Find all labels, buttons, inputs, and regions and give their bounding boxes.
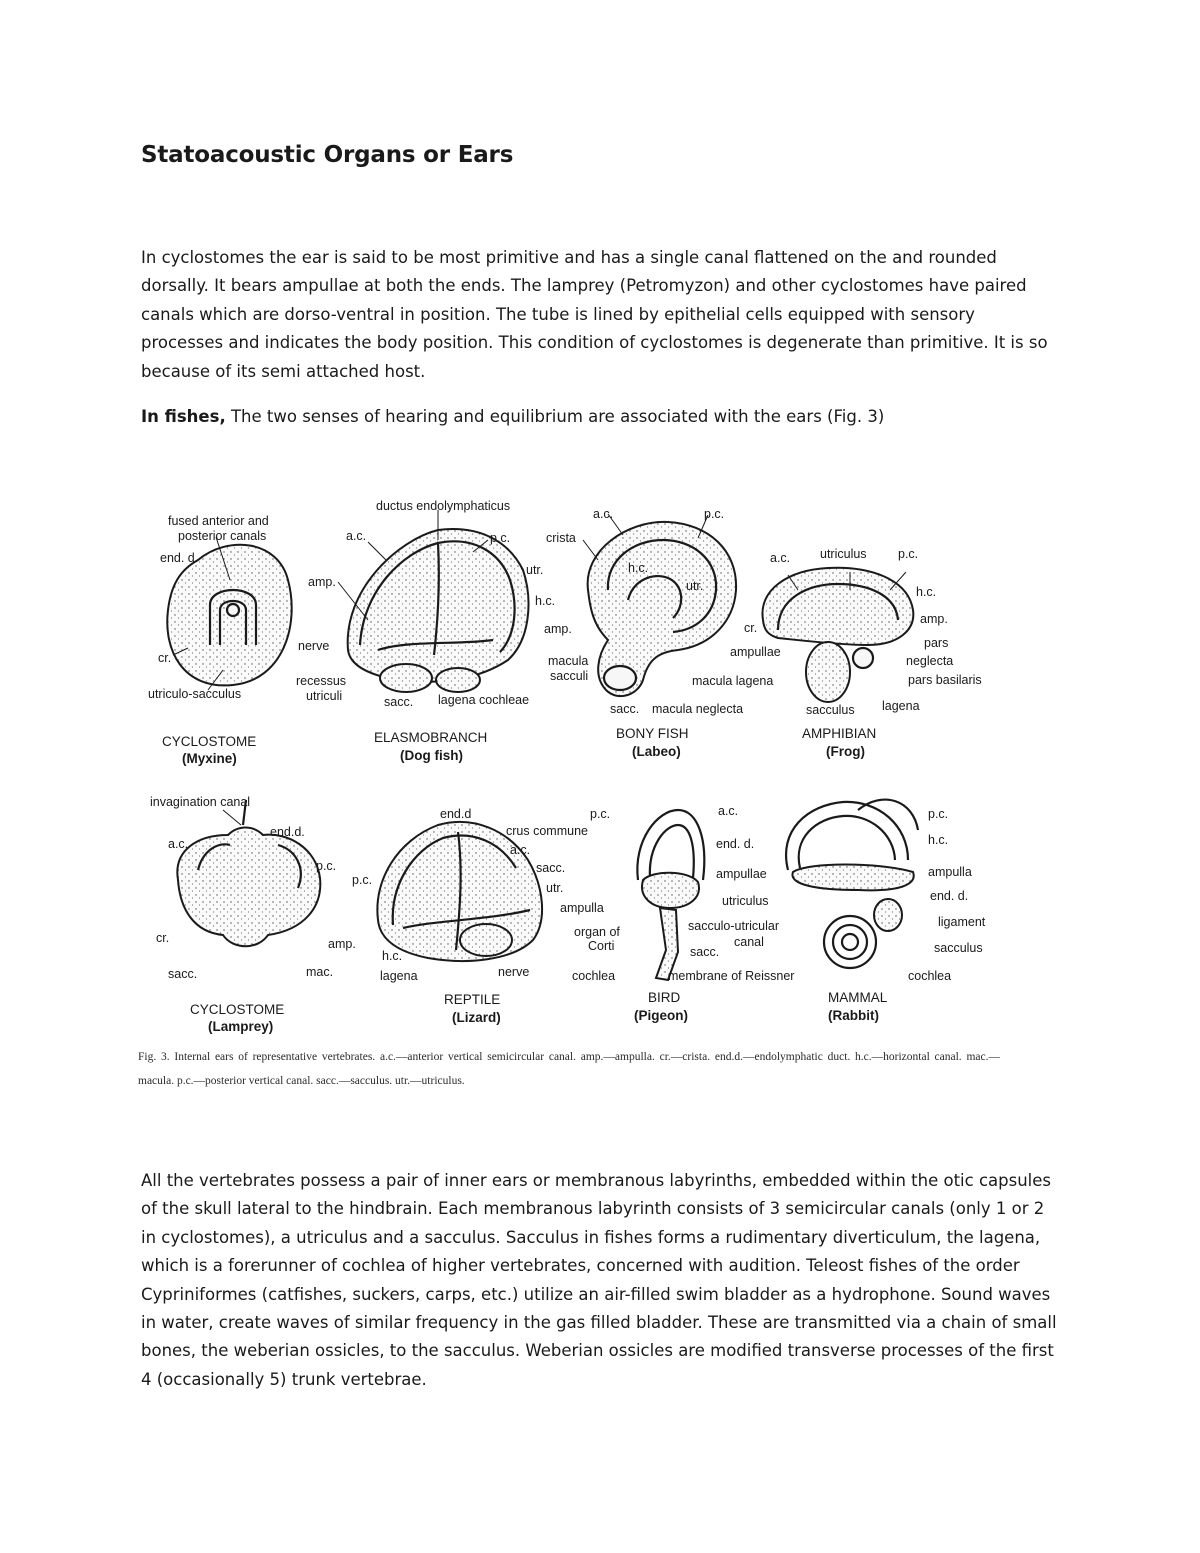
panel-cyclostome-myxine [148,514,292,766]
figure-label: h.c. [628,561,649,575]
figure-label: utriculi [306,689,343,703]
paragraph-cyclostomes: In cyclostomes the ear is said to be most primitive and has a single canal flattened on the and rounded dorsally. It bears ampullae at both the ends. The lamprey (Petromyzon) and other cyclostomes have paired canals which are dorso-ventral in position. The tube is lined by epithelial cells equipped with sensory processes and indicates the body position. This condition of cyclostomes is degenerate than primitive. It is so because of its semi attached host. [141,248,1048,381]
figure-label: cochlea [908,969,952,983]
figure-label: Corti [588,939,615,953]
panel-6-sub: (Lizard) [452,1010,501,1025]
figure-label: a.c. [718,804,739,818]
figure-label: crus commune [506,824,588,838]
panel-7-name: BIRD [648,990,681,1005]
figure-label: a.c. [593,507,614,521]
figure-label: crista [546,531,576,545]
figure-label: amp. [544,622,572,636]
panel-2-name: ELASMOBRANCH [374,730,488,745]
panel-6-name: REPTILE [444,992,501,1007]
figure-label: lagena [380,969,418,983]
figure-illustration [138,480,1018,1040]
figure-label: amp. [328,937,356,951]
figure-label: macula lagena [692,674,774,688]
paragraph-fishes [141,403,1061,431]
figure-caption: Fig. 3. Internal ears of representative vertebrates. a.c.—anterior vertical semicircular canal. amp.—ampulla. cr.—crista. end.d.—endolymphatic duct. h.c.—horizontal canal. mac.—macula. p.c.—posterior vertical canal. sacc.—sacculus. utr.—utriculus. [138,1051,1000,1087]
figure-label: sacc. [610,702,640,716]
paragraph-vertebrates: All the vertebrates possess a pair of inner ears or membranous labyrinths, embedded within the otic capsules of the skull lateral to the hindbrain. Each membranous labyrinth consists of 3 semicircular canals (only 1 or 2 in cyclostomes), a utriculus and a sacculus. Sacculus in fishes forms a rudimentary diverticulum, the lagena, which is a forerunner of cochlea of higher vertebrates, concerned with audition. Teleost fishes of the order Cypriniformes (catfishes, suckers, carps, etc.) utilize an air-filled swim bladder as a hydrophone. Sound waves in water, create waves of similar frequency in the gas filled bladder. These are transmitted via a chain of small bones, the weberian ossicles, to the sacculus. Weberian ossicles are modified transverse processes of the first 4 (occasionally 5) trunk vertebrae. [141,1171,1057,1389]
panel-3-sub: (Labeo) [632,744,681,759]
figure-label: ampulla [928,865,972,879]
figure-label: sacculi [550,669,589,683]
panel-elasmobranch [296,499,572,763]
figure-label: posterior canals [178,529,267,543]
panel-reptile [352,807,604,1025]
figure-label: invagination canal [150,795,251,809]
figure-label: end. d. [716,837,755,851]
figure-label: amp. [308,575,336,589]
figure-label: nerve [298,639,330,653]
panel-4-name: AMPHIBIAN [802,726,877,741]
figure-label: utr. [546,881,564,895]
figure-label: sacc. [168,967,198,981]
figure-label: p.c. [928,807,949,821]
figure-label: pars [924,636,949,650]
figure-label: a.c. [510,843,531,857]
figure-label: membrane of Reissner [668,969,795,983]
figure-label: end.d. [270,825,305,839]
figure-label: utriculus [722,894,769,908]
figure-label: a.c. [346,529,367,543]
figure-label: recessus [296,674,347,688]
panel-2-sub: (Dog fish) [400,748,463,763]
paragraph-fishes-lead: In fishes, [141,407,226,426]
figure-label: end. d. [930,889,969,903]
panel-3-name: BONY FISH [616,726,689,741]
paragraph-fishes-text: The two senses of hearing and equilibrium are associated with the ears (Fig. 3) [225,407,885,426]
panel-amphibian [762,547,981,759]
figure-label: sacculus [806,703,855,717]
figure-label: ampullae [730,645,781,659]
figure-label: sacculo-utricular [688,919,780,933]
figure-label: end. d. [160,551,199,565]
figure-label: pars basilaris [908,673,982,687]
document-title: Statoacoustic Organs or Ears [141,142,514,168]
figure-label: ampullae [716,867,767,881]
figure-label: cr. [158,651,172,665]
figure-label: ligament [938,915,986,929]
figure-label: ampulla [560,901,604,915]
figure-label: macula neglecta [652,702,744,716]
figure-label: p.c. [352,873,373,887]
figure-label: lagena [882,699,920,713]
panel-5-name: CYCLOSTOME [190,1002,285,1017]
figure-label: end.d [440,807,472,821]
figure-label: p.c. [898,547,919,561]
figure-label: cr. [156,931,170,945]
figure-label: a.c. [770,551,791,565]
figure-label: canal [734,935,764,949]
figure-internal-ears [138,480,1018,1130]
figure-label: cochlea [572,969,616,983]
panel-4-sub: (Frog) [826,744,865,759]
figure-label: ductus endolymphaticus [376,499,511,513]
figure-label: lagena cochleae [438,693,530,707]
panel-7-sub: (Pigeon) [634,1008,688,1023]
panel-1-sub: (Myxine) [182,751,237,766]
figure-label: neglecta [906,654,954,668]
panel-mammal [786,800,986,1023]
figure-label: p.c. [490,531,511,545]
figure-label: p.c. [316,859,337,873]
figure-label: mac. [306,965,334,979]
figure-label: p.c. [704,507,725,521]
figure-label: utr. [526,563,544,577]
figure-label: p.c. [590,807,611,821]
figure-label: h.c. [382,949,403,963]
panel-bird [572,804,794,1023]
figure-label: h.c. [916,585,937,599]
figure-label: sacc. [536,861,566,875]
figure-label: utriculo-sacculus [148,687,242,701]
figure-label: a.c. [168,837,189,851]
figure-label: utriculus [820,547,867,561]
panel-8-sub: (Rabbit) [828,1008,879,1023]
panel-8-name: MAMMAL [828,990,888,1005]
figure-label: sacc. [690,945,720,959]
figure-label: cr. [744,621,758,635]
figure-label: h.c. [535,594,556,608]
panel-5-sub: (Lamprey) [208,1019,274,1034]
figure-label: amp. [920,612,948,626]
figure-label: macula [548,654,589,668]
figure-label: sacc. [384,695,414,709]
panel-bony-fish [546,507,781,759]
figure-label: nerve [498,965,530,979]
panel-1-name: CYCLOSTOME [162,734,257,749]
figure-label: organ of [574,925,620,939]
figure-label: utr. [686,579,704,593]
figure-label: sacculus [934,941,983,955]
figure-label: h.c. [928,833,949,847]
figure-label: fused anterior and [168,514,269,528]
panel-cyclostome-lamprey [150,795,356,1034]
